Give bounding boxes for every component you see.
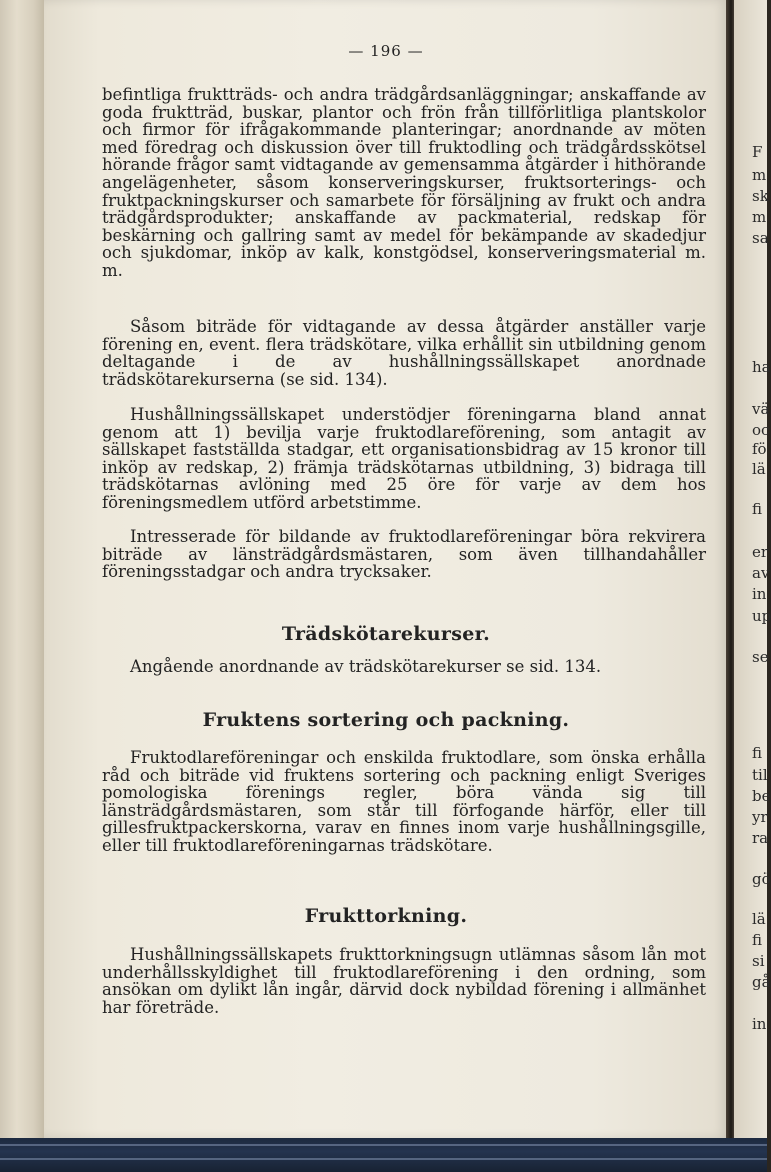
section-heading-tradskotarekurser: Trädskötarekurser. (281, 623, 491, 645)
page-number: — 196 — (348, 42, 424, 60)
facing-fragment: lä (752, 460, 766, 478)
paragraph-text: befintliga fruktträds- och andra trädgårdsanläggningar; anskaffande av goda fruktträd, buskar, plantor och frön från tillförlitliga plantskolor och firmor för ifrågakommande planteringar; anordnande av möten med föredrag och diskussion över till fruktodling och trädgårdsskötsel hörande frågor samt vidtagande av gemensamma åtgärder i hithörande angelägenheter, såsom konserveringskurser, fruktsorterings- och fruktpackningskurser och samarbete för försäljning av frukt och andra trädgårdsprodukter; anskaffande av packmaterial, redskap för beskärning och gallring samt av medel för bekämpande av skadedjur och sjukdomar, inköp av kalk, konstgödsel, konserveringsmaterial m. m. (102, 85, 706, 280)
facing-fragment: be (752, 787, 771, 805)
facing-fragment: F (752, 143, 763, 161)
section-heading-frukttorkning: Frukttorkning. (304, 905, 468, 927)
facing-fragment: m (752, 166, 767, 184)
facing-page-edge (734, 0, 771, 1138)
paragraph-text: Hushållningssällskapets frukttorkningsugn utlämnas såsom lån mot underhållsskyldighet till fruktodlareförening i den ordning, som ansökan om dylikt lån ingår, därvid dock nybildad förening i allmänhet har företräde. (102, 945, 706, 1017)
book-cover (0, 1138, 767, 1172)
facing-fragment: in (752, 1015, 767, 1033)
facing-fragment: gö (752, 870, 771, 888)
facing-fragment: vä (752, 400, 770, 418)
facing-fragment: fi (752, 931, 763, 949)
facing-fragment: se (752, 648, 769, 666)
section-heading-sortering: Fruktens sortering och packning. (202, 709, 570, 731)
facing-fragment: gå (752, 973, 771, 991)
paragraph-5 (102, 658, 706, 676)
facing-fragment: yr (752, 808, 768, 826)
paragraph-text: Såsom biträde för vidtagande av dessa åtgärder anställer varje förening en, event. flera trädskötare, vilka erhållit sin utbildning genom deltagande i de av hushållningssällskapet anordnade trädskötarekurserna (se sid. 134). (102, 317, 706, 389)
facing-fragment: up (752, 607, 771, 625)
paragraph-4 (102, 528, 706, 581)
paragraph-6 (102, 749, 706, 855)
facing-fragment: in (752, 585, 767, 603)
paragraph-text: Hushållningssällskapet understödjer föreningarna bland annat genom att 1) bevilja varje fruktodlareförening, som antagit av sällskapet fastställda stadgar, ett organisationsbidrag av 15 kronor till inköp av redskap, 2) främja trädskötarnas utbildning, 3) bidraga till trädskötarnas avlöning med 25 öre för varje av dem hos föreningsmedlem utförd arbetstimme. (102, 405, 706, 512)
facing-fragment: si (752, 952, 765, 970)
facing-fragment: sa (752, 229, 769, 247)
paragraph-1 (102, 86, 706, 280)
facing-fragment: fö (752, 440, 767, 458)
facing-fragment: til (752, 766, 768, 784)
facing-fragment: ha (752, 358, 771, 376)
facing-fragment: oc (752, 421, 770, 439)
paragraph-2 (102, 318, 706, 388)
facing-fragment: sk (752, 187, 769, 205)
book-left-edge (0, 0, 48, 1140)
facing-fragment: ra (752, 829, 769, 847)
facing-fragment: er (752, 543, 769, 561)
facing-fragment: fi (752, 744, 763, 762)
paragraph-text: Angående anordnande av trädskötarekurser se sid. 134. (130, 657, 602, 676)
facing-fragment: lä (752, 910, 766, 928)
facing-fragment: av (752, 564, 770, 582)
paragraph-7 (102, 946, 706, 1016)
facing-fragment: m (752, 208, 767, 226)
paragraph-text: Fruktodlareföreningar och enskilda fruktodlare, som önska erhålla råd och biträde vid fruktens sortering och packning enligt Sveriges pomologiska förenings regler, böra vända sig till länsträdgårdsmästaren, som står till förfogande härför, eller till gillesfruktpackerskorna, varav en finnes inom varje hushållningsgille, eller till fruktodlareföreningarnas trädskötare. (102, 748, 706, 855)
facing-fragment: fi (752, 500, 763, 518)
paragraph-text: Intresserade för bildande av fruktodlareföreningar böra rekvirera biträde av länsträdgårdsmästaren, som även tillhandahåller föreningsstadgar och andra trycksaker. (102, 527, 706, 582)
book-page (44, 0, 728, 1138)
paragraph-3 (102, 406, 706, 512)
